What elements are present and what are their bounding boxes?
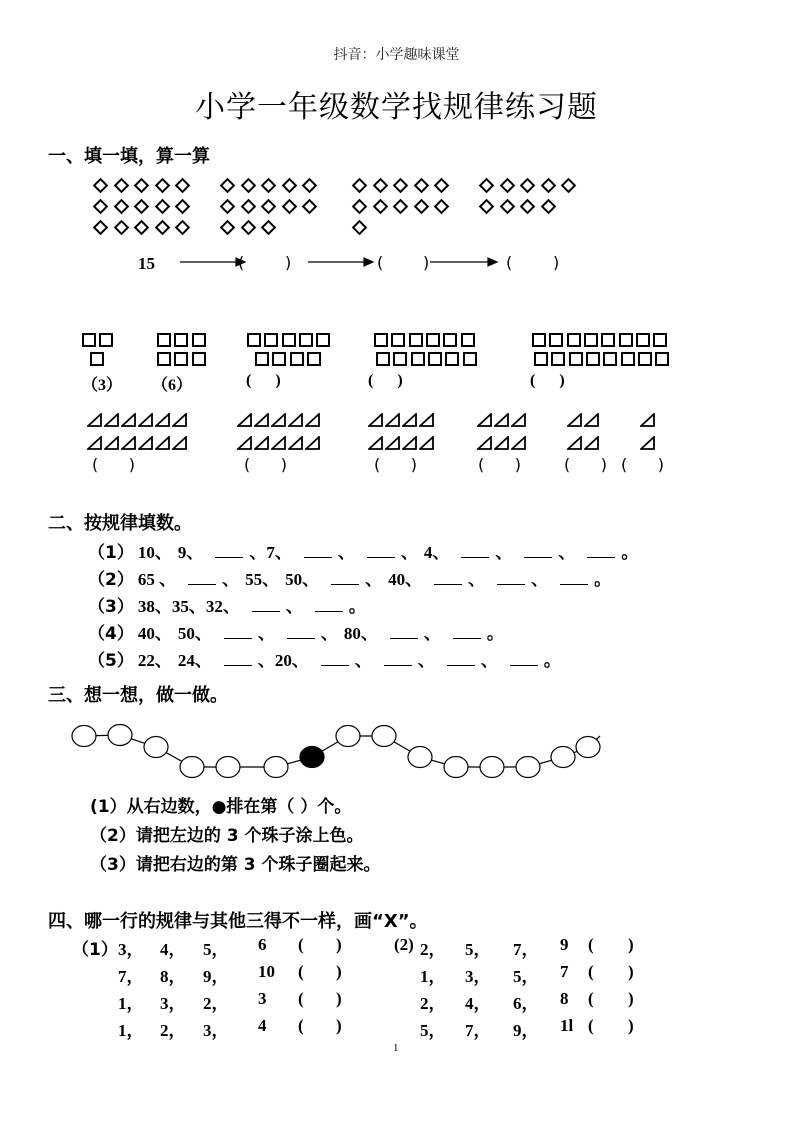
square-icon (569, 352, 583, 366)
fill-sequence-row (88, 646, 567, 671)
answer-blank[interactable] (524, 543, 552, 558)
arrow-blank-1-open: ( (238, 253, 245, 272)
sequence-text: 。 (594, 570, 612, 589)
right-triangle-icon (385, 413, 400, 427)
diamond-icon (175, 178, 191, 194)
square-icon (426, 333, 440, 347)
diamond-icon (154, 178, 170, 194)
page-number: 1 (393, 1042, 399, 1054)
right-triangle-icon (138, 436, 153, 450)
sequence-text: 、 (468, 570, 486, 589)
arrow-blank-2-close: ) (423, 253, 430, 272)
right-triangle-icon (254, 413, 269, 427)
sequence-number: 5， (465, 940, 491, 959)
square-icon (82, 333, 96, 347)
right-triangle-icon (305, 436, 320, 450)
sequence-text: 、 (354, 651, 372, 670)
sequence-text: 、 (400, 543, 418, 562)
square-icon (393, 352, 407, 366)
bead (408, 747, 432, 768)
answer-paren: ( (298, 935, 304, 954)
right-triangle-icon (271, 436, 286, 450)
sequence-text: 、 (222, 570, 240, 589)
answer-paren: ) (336, 962, 342, 981)
square-icon (99, 333, 113, 347)
diamond-icon (113, 178, 129, 194)
diamond-icon (520, 199, 536, 215)
triangle-group-answer: ( ) (374, 455, 417, 474)
sequence-number: 10 (258, 962, 275, 981)
sequence-number: 6 (258, 935, 267, 954)
right-triangle-icon (419, 436, 434, 450)
sequence-number: 9， (203, 967, 229, 986)
section3-heading: 三、想一想，做一做。 (48, 685, 228, 706)
fill-sequence-row (88, 592, 372, 617)
arrow-blank-1-close: ) (285, 253, 292, 272)
fill-sequence-row (88, 619, 510, 644)
square-icon (90, 352, 104, 366)
sequence-number: 7， (513, 940, 539, 959)
triangle-group-answer: ( ) (244, 455, 287, 474)
diamond-icon (540, 178, 556, 194)
sequence-number: 4 (258, 1016, 267, 1035)
sequence-text: 、 (337, 543, 355, 562)
diamond-icon (220, 220, 236, 236)
diamond-icon (520, 178, 536, 194)
answer-blank[interactable] (447, 651, 475, 666)
right-triangle-icon (237, 413, 252, 427)
triangle-group-answer: ( ) (92, 455, 135, 474)
right-triangle-icon (511, 436, 526, 450)
answer-blank[interactable] (321, 651, 349, 666)
sequence-text: 。 (348, 597, 366, 616)
square-icon (247, 333, 261, 347)
triangle-group-answer: ( ) (478, 455, 521, 474)
item-number: （1） (88, 543, 134, 563)
sequence-number: 6， (513, 994, 539, 1013)
right-triangle-icon (288, 413, 303, 427)
watermark-text: 抖音：小学趣味课堂 (333, 47, 460, 63)
right-triangle-icon (640, 413, 655, 427)
item-number: （4） (88, 624, 134, 644)
diamond-icon (154, 199, 170, 215)
right-triangle-icon (104, 413, 119, 427)
sequence-text: 、 (417, 651, 435, 670)
right-triangle-icon (155, 436, 170, 450)
diamond-icon (352, 199, 368, 215)
sequence-text: 。 (486, 624, 504, 643)
sequence-text: 、 (365, 570, 383, 589)
right-triangle-icon (104, 436, 119, 450)
answer-paren: ( (588, 989, 594, 1008)
diamond-icon (240, 220, 256, 236)
right-triangle-icon (237, 436, 252, 450)
square-icon (157, 352, 171, 366)
diamond-icon (561, 178, 577, 194)
square-icon (255, 352, 269, 366)
sequence-number: 3 (258, 989, 267, 1008)
right-triangle-icon (385, 436, 400, 450)
bead (180, 757, 204, 778)
square-icon (192, 352, 206, 366)
sequence-text: 、 (480, 651, 498, 670)
diamond-icon (134, 220, 150, 236)
item-number: （5） (88, 651, 134, 671)
bead (108, 725, 132, 746)
diamond-icon (393, 178, 409, 194)
answer-paren: ( (298, 962, 304, 981)
bead (516, 757, 540, 778)
square-icon (290, 352, 304, 366)
diamond-icon (220, 199, 236, 215)
diamond-icon (393, 199, 409, 215)
diamond-icon (413, 178, 429, 194)
sequence-number: 8 (560, 989, 569, 1008)
square-icon (391, 333, 405, 347)
bead (372, 726, 396, 747)
sequence-number: 1， (420, 967, 446, 986)
diamond-icon (175, 220, 191, 236)
diamond-icon (93, 178, 109, 194)
section4-group2-label: (2) (394, 935, 414, 954)
answer-blank[interactable] (224, 651, 252, 666)
answer-blank[interactable] (461, 543, 489, 558)
diamond-icon (93, 199, 109, 215)
diamond-icon (372, 178, 388, 194)
right-triangle-icon (87, 413, 102, 427)
square-icon (551, 352, 565, 366)
right-triangle-icon (640, 436, 655, 450)
answer-paren: ) (336, 1016, 342, 1035)
diamond-icon (413, 199, 429, 215)
square-icon (532, 333, 546, 347)
square-icon (174, 333, 188, 347)
sequence-text: 22、 (137, 651, 172, 670)
section3-question-2: （2）请把左边的 3 个珠子涂上色。 (90, 826, 364, 846)
square-icon (621, 352, 635, 366)
arrow-chain (0, 250, 793, 280)
sequence-text: 40、 (137, 624, 172, 643)
square-icon (272, 352, 286, 366)
diamond-icon (93, 220, 109, 236)
diamond-icon (261, 199, 277, 215)
right-triangle-icon (419, 413, 434, 427)
square-icon (376, 352, 390, 366)
diamond-icon (302, 178, 318, 194)
answer-blank[interactable] (390, 624, 418, 639)
right-triangle-icon (271, 413, 286, 427)
square-group-answer: ( ) (368, 372, 403, 389)
bead (72, 726, 96, 747)
answer-paren: ) (628, 935, 634, 954)
square-icon (174, 352, 188, 366)
right-triangle-icon (305, 413, 320, 427)
diamond-icon (479, 199, 495, 215)
square-icon (316, 333, 330, 347)
square-icon (374, 333, 388, 347)
diamond-icon (479, 178, 495, 194)
answer-paren: ) (628, 962, 634, 981)
square-icon (601, 333, 615, 347)
right-triangle-icon (494, 436, 509, 450)
diamond-icon (302, 199, 318, 215)
answer-paren: ) (628, 1016, 634, 1035)
sequence-number: 9， (513, 1021, 539, 1040)
diamond-icon (281, 178, 297, 194)
right-triangle-icon (121, 413, 136, 427)
square-icon (636, 333, 650, 347)
square-icon (307, 352, 321, 366)
sequence-number: 9 (560, 935, 569, 954)
black-bead (300, 747, 324, 768)
diamond-icon (499, 199, 515, 215)
diamond-icon (540, 199, 556, 215)
square-icon (584, 333, 598, 347)
square-icon (619, 333, 633, 347)
diamond-icon (154, 220, 170, 236)
right-triangle-icon (288, 436, 303, 450)
diamond-icon (372, 199, 388, 215)
sequence-number: 1l (560, 1016, 574, 1035)
right-triangle-icon (121, 436, 136, 450)
answer-paren: ) (336, 989, 342, 1008)
right-triangle-icon (511, 413, 526, 427)
sequence-text: 、 (257, 624, 275, 643)
square-icon (157, 333, 171, 347)
answer-paren: ( (298, 1016, 304, 1035)
sequence-text: 80、 (343, 624, 378, 643)
right-triangle-icon (368, 436, 383, 450)
diamond-icon (499, 178, 515, 194)
square-icon (461, 333, 475, 347)
sequence-number: 2， (420, 994, 446, 1013)
right-triangle-icon (402, 413, 417, 427)
answer-blank[interactable] (560, 570, 588, 585)
square-icon (567, 333, 581, 347)
square-icon (549, 333, 563, 347)
arrow-blank-3-open: ( (506, 253, 513, 272)
answer-paren: ( (588, 962, 594, 981)
diamond-icon (240, 199, 256, 215)
sequence-number: 7， (118, 967, 144, 986)
square-icon (603, 352, 617, 366)
diamond-icon (352, 178, 368, 194)
fill-sequence-row (88, 565, 617, 590)
square-icon (411, 352, 425, 366)
arrow-blank-2-open: ( (377, 253, 384, 272)
diamond-icon (434, 199, 450, 215)
answer-blank[interactable] (453, 624, 481, 639)
square-icon (655, 352, 669, 366)
square-icon (299, 333, 313, 347)
diamond-icon (113, 220, 129, 236)
right-triangle-icon (172, 436, 187, 450)
bead (576, 737, 600, 758)
square-icon (192, 333, 206, 347)
triangle-group-answer: ( ) (621, 455, 664, 474)
sequence-text: 24、 (177, 651, 212, 670)
sequence-number: 7， (465, 1021, 491, 1040)
right-triangle-icon (402, 436, 417, 450)
sequence-number: 3， (118, 940, 144, 959)
section4-heading: 四、哪一行的规律与其他三得不一样，画“X”。 (48, 911, 428, 932)
square-icon (586, 352, 600, 366)
diamond-icon (261, 220, 277, 236)
diamond-icon (113, 199, 129, 215)
answer-blank[interactable] (315, 597, 343, 612)
right-triangle-icon (254, 436, 269, 450)
arrow-blank-3-close: ) (553, 253, 560, 272)
square-icon (409, 333, 423, 347)
bead-string (0, 700, 793, 800)
sequence-text: 10、 (137, 543, 172, 562)
sequence-text: 、 (285, 597, 303, 616)
sequence-text: 65 、 (137, 570, 177, 589)
answer-blank[interactable] (188, 570, 216, 585)
sequence-text: 、7、 (249, 543, 292, 562)
right-triangle-icon (368, 413, 383, 427)
answer-blank[interactable] (367, 543, 395, 558)
square-icon (443, 333, 457, 347)
diamond-icon (240, 178, 256, 194)
diamond-icon (261, 178, 277, 194)
right-triangle-icon (584, 413, 599, 427)
sequence-text: 55、 (245, 570, 280, 589)
sequence-number: 3， (203, 1021, 229, 1040)
square-group-answer: ( ) (530, 372, 565, 389)
sequence-number: 5， (513, 967, 539, 986)
right-triangle-icon (87, 436, 102, 450)
bead (444, 757, 468, 778)
sequence-text: 、 (320, 624, 338, 643)
answer-blank[interactable] (497, 570, 525, 585)
bead (551, 747, 575, 768)
square-icon (463, 352, 477, 366)
square-icon (653, 333, 667, 347)
sequence-text: 、20、 (257, 651, 309, 670)
bead (480, 757, 504, 778)
arrow-chain-start: 15 (138, 254, 155, 273)
page-title: 小学一年级数学找规律练习题 (195, 90, 598, 125)
right-triangle-icon (172, 413, 187, 427)
diamond-icon (352, 220, 368, 236)
sequence-text: 、 (423, 624, 441, 643)
answer-blank[interactable] (304, 543, 332, 558)
sequence-text: 、 (558, 543, 576, 562)
diamond-icon (134, 178, 150, 194)
diamond-icon (134, 199, 150, 215)
sequence-text: 50、 (285, 570, 320, 589)
sequence-text: 。 (543, 651, 561, 670)
fill-sequence-row (88, 538, 644, 563)
sequence-number: 4， (160, 940, 186, 959)
item-number: （2） (88, 570, 134, 590)
answer-blank[interactable] (287, 624, 315, 639)
right-triangle-icon (567, 413, 582, 427)
answer-paren: ) (628, 989, 634, 1008)
right-triangle-icon (494, 413, 509, 427)
sequence-text: 、 (531, 570, 549, 589)
sequence-text: 40、 (388, 570, 423, 589)
square-icon (534, 352, 548, 366)
section2-heading: 二、按规律填数。 (48, 513, 192, 534)
sequence-number: 3， (465, 967, 491, 986)
answer-blank[interactable] (252, 597, 280, 612)
bead (216, 757, 240, 778)
answer-blank[interactable] (215, 543, 243, 558)
right-triangle-icon (477, 413, 492, 427)
answer-blank[interactable] (510, 651, 538, 666)
square-icon (445, 352, 459, 366)
sequence-number: 1， (118, 994, 144, 1013)
section1-heading: 一、填一填，算一算 (48, 146, 210, 167)
sequence-number: 7 (560, 962, 569, 981)
answer-blank[interactable] (587, 543, 615, 558)
sequence-number: 2， (160, 1021, 186, 1040)
diamond-icon (434, 178, 450, 194)
square-icon (638, 352, 652, 366)
sequence-number: 2， (203, 994, 229, 1013)
sequence-number: 2， (420, 940, 446, 959)
answer-blank[interactable] (224, 624, 252, 639)
bead (144, 737, 168, 758)
sequence-text: 、 (495, 543, 513, 562)
diamond-icon (175, 199, 191, 215)
sequence-number: 8， (160, 967, 186, 986)
answer-paren: ( (298, 989, 304, 1008)
sequence-number: 4， (465, 994, 491, 1013)
answer-paren: ( (588, 935, 594, 954)
bead (264, 757, 288, 778)
answer-paren: ) (336, 935, 342, 954)
sequence-number: 5， (203, 940, 229, 959)
section3-question-1: (1）从右边数，●排在第（ ）个。 (90, 797, 352, 817)
sequence-number: 5， (420, 1021, 446, 1040)
sequence-number: 1， (118, 1021, 144, 1040)
section4-group1-label: （1） (72, 940, 118, 960)
diamond-icon (220, 178, 236, 194)
square-group-answer: （6） (152, 377, 193, 394)
square-group-answer: ( ) (246, 372, 281, 389)
square-icon (282, 333, 296, 347)
sequence-text: 9、 (177, 543, 204, 562)
right-triangle-icon (477, 436, 492, 450)
answer-blank[interactable] (384, 651, 412, 666)
triangle-group-answer: ( ) (564, 455, 607, 474)
diamond-icon (281, 199, 297, 215)
answer-paren: ( (588, 1016, 594, 1035)
right-triangle-icon (155, 413, 170, 427)
sequence-text: 4、 (423, 543, 450, 562)
square-icon (264, 333, 278, 347)
bead (336, 726, 360, 747)
sequence-text: 50、 (177, 624, 212, 643)
right-triangle-icon (567, 436, 582, 450)
square-icon (428, 352, 442, 366)
item-number: （3） (88, 597, 134, 617)
answer-blank[interactable] (331, 570, 359, 585)
section3-question-3: （3）请把右边的第 3 个珠子圈起来。 (90, 855, 381, 875)
answer-blank[interactable] (434, 570, 462, 585)
sequence-text: 。 (621, 543, 639, 562)
right-triangle-icon (584, 436, 599, 450)
sequence-text: 38、35、32、 (137, 597, 240, 616)
square-group-answer: （3） (82, 377, 123, 394)
sequence-number: 3， (160, 994, 186, 1013)
right-triangle-icon (138, 413, 153, 427)
